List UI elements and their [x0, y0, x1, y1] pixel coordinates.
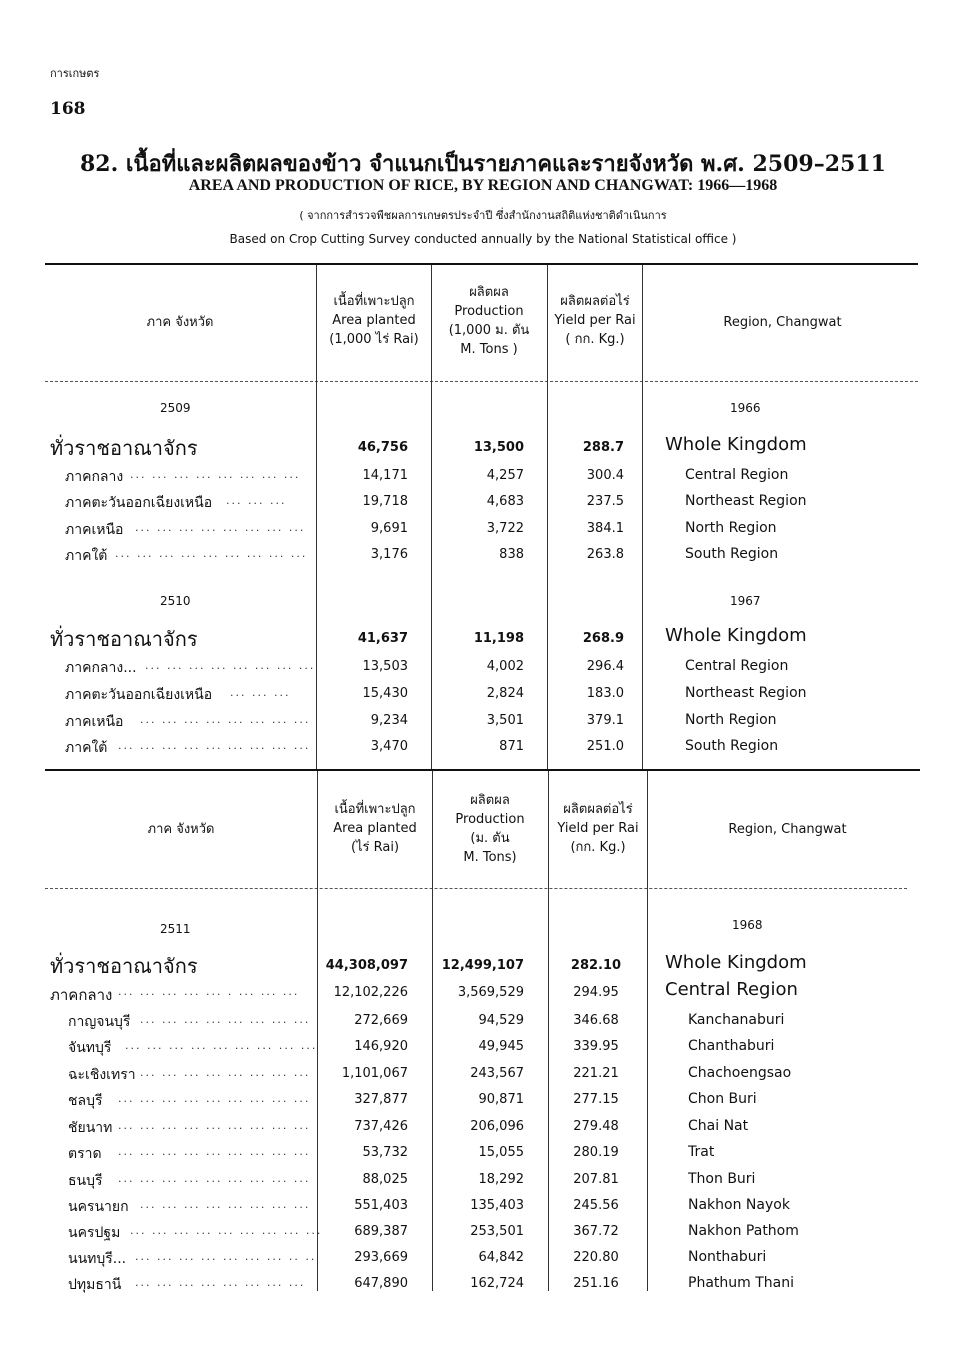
- row-label-th: ธนบุรี: [68, 1173, 103, 1189]
- cell-yield: 339.95: [573, 1039, 619, 1054]
- row-label-th: จันทบุรี: [68, 1040, 112, 1056]
- cell-production: 11,198: [473, 631, 524, 646]
- row-label-th: ภาคใต้: [65, 740, 108, 756]
- table-row: [0, 1274, 966, 1300]
- row-label-th: ภาคกลาง: [65, 469, 124, 485]
- row-label-en: Thon Buri: [688, 1171, 756, 1187]
- header-area: [319, 800, 431, 857]
- cell-yield: 367.72: [573, 1224, 619, 1239]
- leader-dots: ... ... ... ... ... ... ... ...: [140, 1066, 311, 1079]
- leader-dots: ... ... ... ... ... ... ... ... ...: [125, 1039, 318, 1052]
- cell-production: 18,292: [478, 1172, 524, 1187]
- header-area-en: Area planted: [333, 821, 417, 836]
- table-row: [0, 1222, 966, 1248]
- cell-yield: 220.80: [573, 1250, 619, 1265]
- year-english: 1968: [732, 918, 763, 932]
- header-prod-th: ผลิตผล: [470, 793, 510, 808]
- leader-dots: ... ... ... ... ... ... ... .. ..: [135, 1250, 317, 1263]
- cell-production: 4,002: [486, 659, 524, 674]
- cell-yield: 277.15: [573, 1092, 619, 1107]
- row-label-th: ภาคกลาง: [50, 986, 113, 1004]
- leader-dots: ... ... ... ... ... ... ... ... ...: [118, 1092, 311, 1105]
- cell-yield: 237.5: [586, 494, 624, 509]
- cell-area: 88,025: [362, 1172, 408, 1187]
- header-region-en: Region, Changwat: [728, 822, 847, 837]
- cell-yield: 183.0: [586, 686, 624, 701]
- row-label-th: ตราด: [68, 1146, 102, 1162]
- cell-production: 243,567: [470, 1066, 524, 1081]
- header-area-th: เนื้อที่เพาะปลูก: [334, 802, 416, 817]
- row-label-en: Central Region: [665, 979, 798, 1000]
- cell-yield: 346.68: [573, 1013, 619, 1028]
- row-label-th: นครนายก: [68, 1199, 129, 1215]
- row-label-th: ปทุมธานี: [68, 1277, 122, 1293]
- header-prod-unit: (1,000 ม. ตัน: [448, 323, 530, 338]
- header-region-th: ภาค จังหวัด: [147, 822, 215, 837]
- header-area-unit: (ไร่ Rai): [350, 840, 400, 855]
- header-yield: [549, 800, 647, 857]
- cell-area: 3,470: [370, 739, 408, 754]
- row-label-th: กาญจนบุรี: [68, 1014, 131, 1030]
- source-note-english: Based on Crop Cutting Survey conducted annually by the National Statistical office ): [229, 232, 737, 246]
- source-note-thai: ( จากการสำรวจพืชผลการเกษตรประจำปี ซึ่งสำนักงานสถิติแห่งชาติดำเนินการ: [299, 209, 667, 222]
- cell-production: 90,871: [478, 1092, 524, 1107]
- row-label-th: ภาคใต้: [65, 548, 108, 564]
- row-label-en: Phathum Thani: [688, 1275, 794, 1291]
- leader-dots: ... ... ... ... ... ... ... ... ...: [118, 1172, 311, 1185]
- row-label-en: Northeast Region: [685, 493, 807, 509]
- row-label-th: ภาคเหนือ: [65, 522, 124, 538]
- header-yield: [548, 292, 642, 349]
- row-label-en: South Region: [685, 738, 779, 754]
- leader-dots: ... ... ...: [226, 494, 287, 507]
- header-area-en: Area planted: [332, 313, 416, 328]
- row-label-th: ทั่วราชอาณาจักร: [50, 627, 198, 651]
- cell-area: 15,430: [362, 686, 408, 701]
- year-english: 1966: [730, 401, 761, 415]
- table-row: [0, 1248, 966, 1274]
- cell-area: 14,171: [362, 468, 408, 483]
- leader-dots: ... ... ... ... ... ... ... ... ...: [118, 739, 311, 752]
- table-row: [0, 1143, 966, 1169]
- cell-production: 135,403: [470, 1198, 524, 1213]
- leader-dots: ... ... ... ... ... ... ... ...: [135, 521, 306, 534]
- cell-production: 64,842: [478, 1250, 524, 1265]
- cell-yield: 288.7: [582, 440, 624, 455]
- row-label-th: นนทบุรี...: [68, 1251, 127, 1267]
- cell-production: 3,722: [486, 521, 524, 536]
- cell-area: 12,102,226: [333, 985, 408, 1000]
- header-yield-en: Yield per Rai: [557, 821, 639, 836]
- header-production: [434, 791, 546, 867]
- cell-area: 44,308,097: [325, 958, 408, 973]
- leader-dots: ... ... ... ... ... ... ... ... ...: [130, 1224, 323, 1237]
- cell-area: 46,756: [357, 440, 408, 455]
- header-area-unit: (1,000 ไร่ Rai): [329, 332, 419, 347]
- row-label-en: North Region: [685, 712, 777, 728]
- row-label-en: South Region: [685, 546, 779, 562]
- leader-dots: ... ... ... ... ... ... ... ... ...: [118, 1119, 311, 1132]
- cell-production: 838: [499, 547, 524, 562]
- header-region-en: Region, Changwat: [723, 315, 842, 330]
- cell-yield: 279.48: [573, 1119, 619, 1134]
- row-label-en: Whole Kingdom: [665, 625, 807, 646]
- cell-area: 272,669: [354, 1013, 408, 1028]
- header-area-th: เนื้อที่เพาะปลูก: [333, 294, 415, 309]
- row-label-th: ภาคตะวันออกเฉียงเหนือ: [65, 495, 213, 511]
- cell-area: 551,403: [354, 1198, 408, 1213]
- cell-production: 206,096: [470, 1119, 524, 1134]
- leader-dots: ... ... ... ... ... . ... ... ...: [118, 985, 300, 998]
- leader-dots: ... ... ... ... ... ... ... ... ...: [118, 1145, 311, 1158]
- cell-production: 94,529: [478, 1013, 524, 1028]
- table-row-total: [0, 434, 966, 464]
- cell-yield: 280.19: [573, 1145, 619, 1160]
- table-title-thai: 82. เนื้อที่และผลิตผลของข้าว จำแนกเป็นรายภาคและรายจังหวัด พ.ศ. 2509–2511: [80, 151, 886, 177]
- cell-area: 146,920: [354, 1039, 408, 1054]
- leader-dots: ... ... ... ... ... ... ... ...: [130, 468, 301, 481]
- cell-yield: 221.21: [573, 1066, 619, 1081]
- row-label-th: ฉะเชิงเทรา: [68, 1067, 136, 1083]
- header-bottom-rule: [45, 888, 907, 889]
- row-label-en: Chanthaburi: [688, 1038, 775, 1054]
- year-thai: 2511: [160, 922, 191, 936]
- row-label-th: ชัยนาท: [68, 1120, 113, 1136]
- table-row-total: [0, 625, 966, 655]
- cell-production: 15,055: [478, 1145, 524, 1160]
- table-row: [0, 684, 966, 710]
- cell-production: 13,500: [473, 440, 524, 455]
- cell-production: 253,501: [470, 1224, 524, 1239]
- table-row: [0, 1196, 966, 1222]
- header-yield-th: ผลิตผลต่อไร่: [560, 294, 630, 309]
- table-row: [0, 1170, 966, 1196]
- cell-yield: 207.81: [573, 1172, 619, 1187]
- header-bottom-rule: [45, 381, 918, 382]
- cell-production: 871: [499, 739, 524, 754]
- row-label-en: Kanchanaburi: [688, 1012, 785, 1028]
- cell-production: 12,499,107: [441, 958, 524, 973]
- table-title-english: AREA AND PRODUCTION OF RICE, BY REGION AND CHANGWAT: 1966—1968: [188, 177, 778, 194]
- cell-area: 327,877: [354, 1092, 408, 1107]
- header-prod-en: Production: [454, 304, 524, 319]
- cell-yield: 300.4: [586, 468, 624, 483]
- cell-area: 9,691: [370, 521, 408, 536]
- table-row: [0, 1011, 966, 1037]
- row-label-en: Chon Buri: [688, 1091, 757, 1107]
- year-thai: 2509: [160, 401, 191, 415]
- cell-area: 3,176: [370, 547, 408, 562]
- row-label-en: Nakhon Nayok: [688, 1197, 790, 1213]
- row-label-th: ภาคเหนือ: [65, 714, 124, 730]
- header-prod-th: ผลิตผล: [469, 285, 509, 300]
- row-label-en: Trat: [688, 1144, 715, 1160]
- cell-production: 4,683: [486, 494, 524, 509]
- cell-yield: 251.0: [586, 739, 624, 754]
- row-label-th: ภาคกลาง...: [65, 660, 137, 676]
- row-label-th: ทั่วราชอาณาจักร: [50, 954, 198, 978]
- header-prod-unit-en: M. Tons ): [460, 342, 518, 357]
- cell-area: 1,101,067: [341, 1066, 408, 1081]
- cell-area: 293,669: [354, 1250, 408, 1265]
- table-row: [0, 1064, 966, 1090]
- cell-yield: 282.10: [570, 958, 622, 973]
- cell-production: 162,724: [470, 1276, 524, 1291]
- cell-yield: 263.8: [586, 547, 624, 562]
- cell-area: 647,890: [354, 1276, 408, 1291]
- cell-production: 3,569,529: [457, 985, 524, 1000]
- table-row: [0, 657, 966, 683]
- header-region-th: ภาค จังหวัด: [146, 315, 214, 330]
- leader-dots: ... ... ... ... ... ... ... ... ...: [115, 547, 308, 560]
- cell-area: 19,718: [362, 494, 408, 509]
- cell-yield: 245.56: [573, 1198, 619, 1213]
- table-row-central: [0, 979, 966, 1009]
- row-label-th: ชลบุรี: [68, 1093, 103, 1109]
- row-label-en: North Region: [685, 520, 777, 536]
- leader-dots: ... ... ... ... ... ... ... ...: [140, 1013, 311, 1026]
- row-label-th: ภาคตะวันออกเฉียงเหนือ: [65, 687, 213, 703]
- row-label-en: Chachoengsao: [688, 1065, 792, 1081]
- table-row: [0, 519, 966, 545]
- cell-area: 41,637: [357, 631, 408, 646]
- row-label-en: Nakhon Pathom: [688, 1223, 799, 1239]
- leader-dots: ... ... ... ... ... ... ... ...: [145, 659, 316, 672]
- table-row: [0, 1090, 966, 1116]
- table-row: [0, 492, 966, 518]
- row-label-en: Whole Kingdom: [665, 434, 807, 455]
- header-yield-th: ผลิตผลต่อไร่: [563, 802, 633, 817]
- header-prod-en: Production: [455, 812, 525, 827]
- cell-area: 737,426: [354, 1119, 408, 1134]
- year-english: 1967: [730, 594, 761, 608]
- leader-dots: ... ... ...: [230, 686, 291, 699]
- cell-production: 2,824: [486, 686, 524, 701]
- year-thai: 2510: [160, 594, 191, 608]
- cell-area: 53,732: [362, 1145, 408, 1160]
- cell-production: 49,945: [478, 1039, 524, 1054]
- cell-yield: 379.1: [586, 713, 624, 728]
- cell-yield: 294.95: [573, 985, 619, 1000]
- table-row: [0, 1117, 966, 1143]
- leader-dots: ... ... ... ... ... ... ... ...: [140, 713, 311, 726]
- running-head: การเกษตร: [50, 67, 100, 80]
- row-label-en: Northeast Region: [685, 685, 807, 701]
- cell-yield: 384.1: [586, 521, 624, 536]
- table-row: [0, 737, 966, 763]
- header-yield-unit: ( กก. Kg.): [565, 332, 625, 347]
- table-row-total: [0, 952, 966, 982]
- cell-area: 689,387: [354, 1224, 408, 1239]
- cell-area: 9,234: [370, 713, 408, 728]
- header-yield-unit: (กก. Kg.): [570, 840, 626, 855]
- table-row: [0, 711, 966, 737]
- header-prod-unit-en: M. Tons): [463, 850, 517, 865]
- row-label-en: Central Region: [685, 658, 789, 674]
- page-number: 168: [50, 99, 86, 119]
- table-row: [0, 545, 966, 571]
- row-label-en: Chai Nat: [688, 1118, 749, 1134]
- table-top-rule: [45, 263, 918, 265]
- cell-area: 13,503: [362, 659, 408, 674]
- cell-production: 4,257: [486, 468, 524, 483]
- table-row: [0, 1037, 966, 1063]
- table-row: [0, 466, 966, 492]
- row-label-th: นครปฐม: [68, 1225, 121, 1241]
- leader-dots: ... ... ... ... ... ... ... ...: [140, 1198, 311, 1211]
- row-label-en: Nonthaburi: [688, 1249, 767, 1265]
- cell-production: 3,501: [486, 713, 524, 728]
- cell-yield: 251.16: [573, 1276, 619, 1291]
- header-production: [433, 283, 545, 359]
- table-mid-rule: [45, 769, 920, 771]
- cell-yield: 268.9: [582, 631, 624, 646]
- header-yield-en: Yield per Rai: [554, 313, 636, 328]
- row-label-th: ทั่วราชอาณาจักร: [50, 436, 198, 460]
- leader-dots: ... ... ... ... ... ... ... ...: [135, 1276, 306, 1289]
- cell-yield: 296.4: [586, 659, 624, 674]
- header-area: [318, 292, 430, 349]
- row-label-en: Whole Kingdom: [665, 952, 807, 973]
- row-label-en: Central Region: [685, 467, 789, 483]
- header-prod-unit: (ม. ตัน: [470, 831, 510, 846]
